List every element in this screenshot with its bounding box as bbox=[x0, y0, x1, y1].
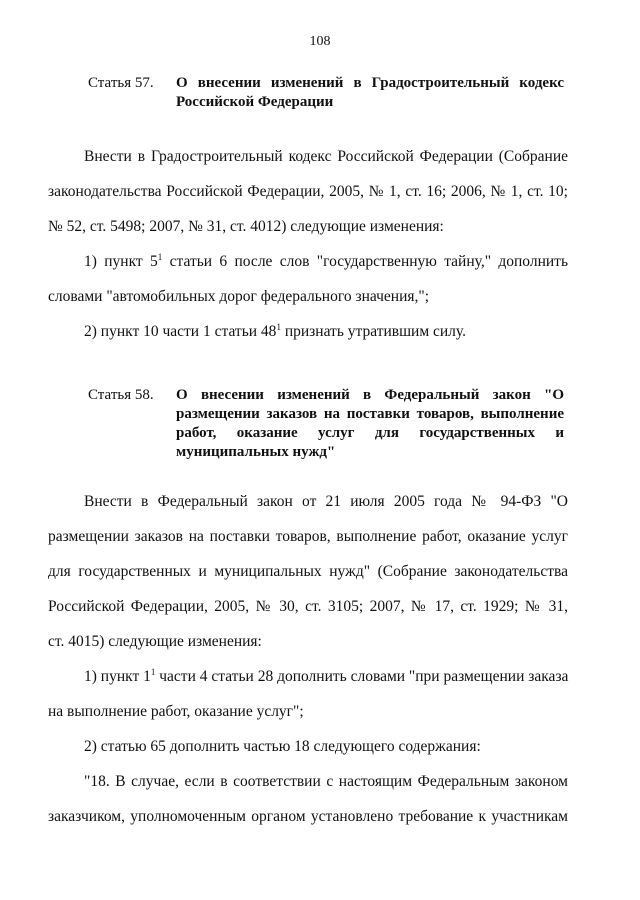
item-text: статьи 6 после слов "государственную тайну," дополнить bbox=[169, 253, 569, 270]
superscript: 1 bbox=[150, 666, 156, 677]
paragraph-line: № 52, ст. 5498; 2007, № 31, ст. 4012) следующие изменения: bbox=[48, 218, 444, 235]
paragraph-line: Российской Федерации, 2005, № 30, ст. 3105; 2007, № 17, ст. 1929; № 31, bbox=[48, 598, 568, 615]
paragraph-line: "18. В случае, если в соответствии с настоящим Федеральным законом bbox=[84, 773, 568, 790]
paragraph-line: Внести в Федеральный закон от 21 июля 2005 года № 94-ФЗ "О bbox=[84, 493, 568, 510]
page-number: 108 bbox=[309, 34, 331, 49]
paragraph-line: 2) статью 65 дополнить частью 18 следующего содержания: bbox=[84, 738, 481, 755]
item-number: 1) пункт 5 bbox=[84, 253, 158, 270]
article-58-label: Статья 58. bbox=[88, 387, 154, 403]
paragraph-line: размещении заказов на поставки товаров, выполнение работ, оказание услуг bbox=[48, 528, 568, 545]
superscript: 1 bbox=[157, 251, 163, 262]
article-58-title: О внесении изменений в Федеральный закон "О размещении заказов на поставки товаров, выполнение работ, оказание услуг для государственных и муниципальных нужд" bbox=[176, 387, 564, 460]
article-58-heading bbox=[88, 386, 564, 462]
article-57-title: О внесении изменений в Градостроительный кодекс Российской Федерации bbox=[176, 75, 564, 110]
article-57-heading bbox=[88, 74, 564, 112]
paragraph-line: словами "автомобильных дорог федерального значения,"; bbox=[48, 288, 430, 305]
item-number: 2) пункт 10 части 1 статьи 48 bbox=[84, 323, 277, 340]
paragraph-line: ст. 4015) следующие изменения: bbox=[48, 633, 262, 650]
paragraph-line: заказчиком, уполномоченным органом установлено требование к участникам bbox=[48, 808, 568, 825]
paragraph-line: Внести в Градостроительный кодекс Российской Федерации (Собрание bbox=[84, 148, 568, 165]
item-text: части 4 статьи 28 дополнить словами "при размещении заказа bbox=[159, 668, 569, 685]
item-number: 1) пункт 1 bbox=[84, 668, 151, 685]
superscript: 1 bbox=[276, 321, 281, 332]
item-text: признать утратившим силу. bbox=[284, 323, 466, 340]
paragraph-line: законодательства Российской Федерации, 2005, № 1, ст. 16; 2006, № 1, ст. 10; bbox=[48, 183, 568, 200]
paragraph-line bbox=[84, 667, 568, 687]
article-57-label: Статья 57. bbox=[88, 75, 154, 91]
paragraph-line: на выполнение работ, оказание услуг"; bbox=[48, 703, 304, 720]
paragraph-line: для государственных и муниципальных нужд" (Собрание законодательства bbox=[48, 563, 568, 580]
paragraph-line bbox=[84, 252, 568, 272]
paragraph-line bbox=[84, 322, 568, 342]
